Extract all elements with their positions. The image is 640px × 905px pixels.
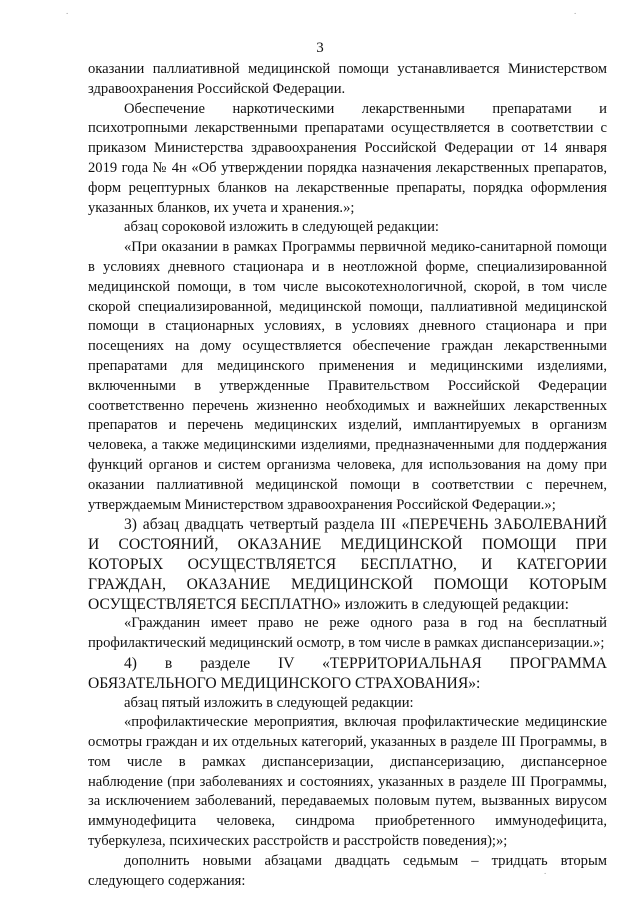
- scan-mark: .: [544, 866, 547, 876]
- paragraph: «При оказании в рамках Программы первичной медико-санитарной помощи в условиях дневного стационара и в неотложной форме, специализированной медицинской помощи, в том числе высокотехнологичной, скорой, в том числе скорой специализированной, медицинской помощи, паллиативной медицинской помощи в стационарных условиях, в условиях дневного стационара и при посещениях на дому осуществляется обеспечение граждан лекарственными препаратами для медицинского применения и медицинскими изделиями, включенными в утвержденные Правительством Российской Федерации соответственно перечень жизненно необходимых и важнейших лекарственных препаратов и перечень медицинских изделий, имплантируемых в организм человека, а также медицинскими изделиями, предназначенными для поддержания функций органов и систем организма человека, для использования на дому при оказании паллиативной медицинской помощи в соответствии с перечнем, утверждаемым Министерством здравоохранения Российской Федерации.»;: [88, 239, 607, 513]
- paragraph: абзац пятый изложить в следующей редакции:: [124, 694, 414, 711]
- scan-mark: .: [66, 6, 69, 16]
- paragraph: «профилактические мероприятия, включая профилактические медицинские осмотры граждан и их отдельных категорий, указанных в разделе III Программы, в том числе в рамках диспансеризации, диспансеризацию, диспансерное наблюдение (при заболеваниях и состояниях, указанных в разделе III Программы, за исключением заболеваний, передаваемых половым путем, вызванных вирусом иммунодефицита человека, синдрома приобретенного иммунодефицита, туберкулеза, психических расстройств и расстройств поведения);»;: [88, 714, 607, 850]
- paragraph: 4) в разделе IV «ТЕРРИТОРИАЛЬНАЯ ПРОГРАММА ОБЯЗАТЕЛЬНОГО МЕДИЦИНСКОГО СТРАХОВАНИЯ»:: [88, 654, 607, 692]
- paragraph: «Гражданин имеет право не реже одного раза в год на бесплатный профилактический медицинский осмотр, в том числе в рамках диспансеризации.»;: [88, 615, 607, 652]
- page-number: 3: [316, 40, 324, 56]
- paragraph: Обеспечение наркотическими лекарственными препаратами и психотропными лекарственными препаратами осуществляется в соответствии с приказом Министерства здравоохранения Российской Федерации от 14 января 2019 года № 4н «Об утверждении порядка назначения лекарственных препаратов, форм рецептурных бланков на лекарственные препараты, порядка оформления указанных бланков, их учета и хранения.»;: [88, 100, 607, 216]
- paragraph: 3) абзац двадцать четвертый раздела III «ПЕРЕЧЕНЬ ЗАБОЛЕВАНИЙ И СОСТОЯНИЙ, ОКАЗАНИЕ МЕДИЦИНСКОЙ ПОМОЩИ ПРИ КОТОРЫХ ОСУЩЕСТВЛЯЕТСЯ БЕСПЛАТНО, И КАТЕГОРИИ ГРАЖДАН, ОКАЗАНИЕ МЕДИЦИНСКОЙ ПОМОЩИ КОТОРЫМ ОСУЩЕСТВЛЯЕТСЯ БЕСПЛАТНО» изложить в следующей редакции:: [88, 516, 607, 613]
- scan-mark: .: [574, 6, 577, 16]
- document-body: [88, 60, 607, 891]
- paragraph: дополнить новыми абзацами двадцать седьмым – тридцать вторым следующего содержания:: [88, 852, 607, 889]
- paragraph: абзац сороковой изложить в следующей редакции:: [124, 219, 439, 236]
- paragraph: оказании паллиативной медицинской помощи устанавливается Министерством здравоохранения Российской Федерации.: [88, 61, 607, 97]
